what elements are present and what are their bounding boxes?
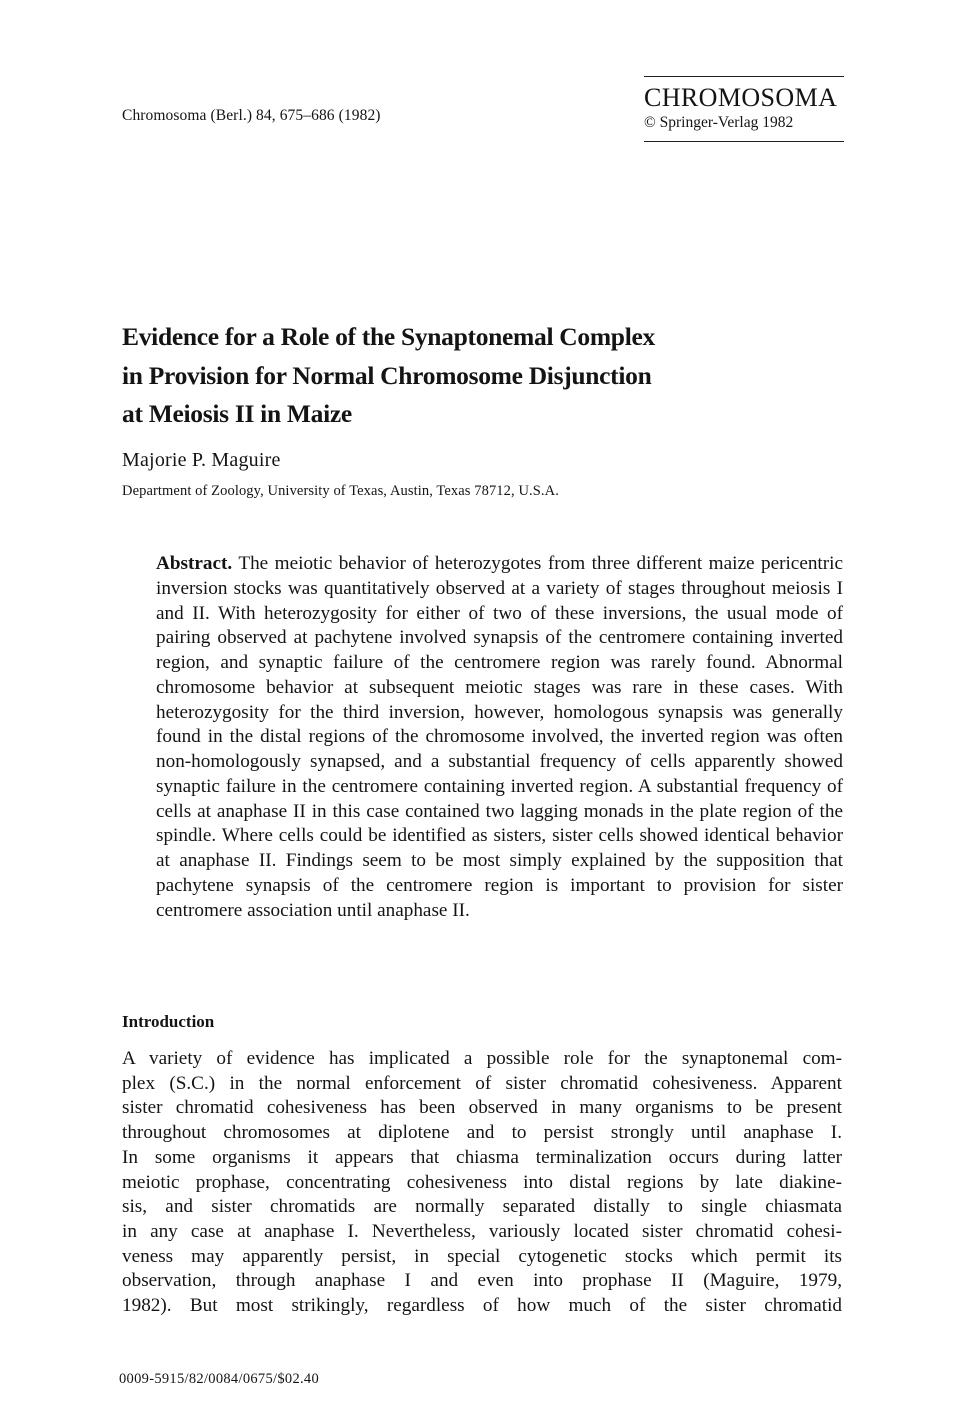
body-line: 1982). But most strikingly, regardless of how much of the sister chromatid — [122, 1295, 842, 1317]
body-line: In some organisms it appears that chiasma terminalization occurs during latter — [122, 1146, 842, 1168]
body-line: in any case at anaphase I. Nevertheless, variously located sister chromatid cohesi- — [122, 1220, 842, 1242]
introduction-heading: Introduction — [122, 1012, 215, 1031]
body-line: observation, through anaphase I and even into prophase II (Maguire, 1979, — [122, 1270, 842, 1292]
title-line: Evidence for a Role of the Synaptonemal Complex — [122, 322, 655, 351]
body-line: plex (S.C.) in the normal enforcement of sister chromatid cohesiveness. Apparent — [122, 1072, 842, 1094]
title-line: in Provision for Normal Chromosome Disjunction — [122, 360, 652, 390]
journal-name: CHROMOSOMA — [644, 83, 838, 112]
body-line: sister chromatid cohesiveness has been observed in many organisms to be present — [122, 1097, 842, 1119]
copyright-notice: © Springer-Verlag 1982 — [644, 114, 794, 131]
journal-citation: Chromosoma (Berl.) 84, 675–686 (1982) — [122, 107, 381, 124]
body-line: throughout chromosomes at diplotene and to persist strongly until anaphase I. — [122, 1122, 842, 1144]
article-title — [122, 318, 822, 434]
introduction-body — [122, 1047, 842, 1319]
body-line: veness may apparently persist, in special cytogenetic stocks which permit its — [122, 1245, 842, 1267]
abstract — [156, 552, 843, 923]
body-line: sis, and sister chromatids are normally separated distally to single chiasmata — [122, 1196, 842, 1218]
body-line: A variety of evidence has implicated a possible role for the synaptonemal com- — [122, 1048, 842, 1069]
masthead-bottom-rule — [644, 141, 844, 142]
abstract-text: The meiotic behavior of heterozygotes from three different maize pericentric inversion stocks was quantitatively observed at a variety of stages throughout meiosis I and II. With heterozygosity for either of two of these inversions, the usual mode of pairing observed at pachytene involved synapsis of the centromere containing inverted region, and synaptic failure of the centromere region was rarely found. Abnormal chromosome behavior at subsequent meiotic stages was rare in these cases. With heterozygosity for the third inversion, however, homologous synapsis was generally found in the distal regions of the chromosome involved, the inverted region was often non-homologously synapsed, and a substantial frequency of cells apparently showed synaptic failure in the centromere containing inverted region. A substantial frequency of cells at anaphase II in this case contained two lagging monads in the plate region of the spindle. Where cells could be identified as sisters, sister cells showed identical behavior at anaphase II. Findings seem to be most simply explained by the supposition that pachytene synapsis of the centromere region is important to provision for sister centromere association until anaphase II. — [156, 553, 844, 921]
author-name: Majorie P. Maguire — [122, 449, 281, 471]
author-affiliation: Department of Zoology, University of Texas, Austin, Texas 78712, U.S.A. — [122, 483, 559, 499]
body-line: meiotic prophase, concentrating cohesiveness into distal regions by late diakine- — [122, 1171, 842, 1193]
journal-masthead — [644, 76, 844, 142]
title-line: at Meiosis II in Maize — [122, 399, 352, 428]
abstract-label: Abstract. — [156, 553, 233, 574]
footer-issn-code: 0009-5915/82/0084/0675/$02.40 — [119, 1371, 320, 1387]
